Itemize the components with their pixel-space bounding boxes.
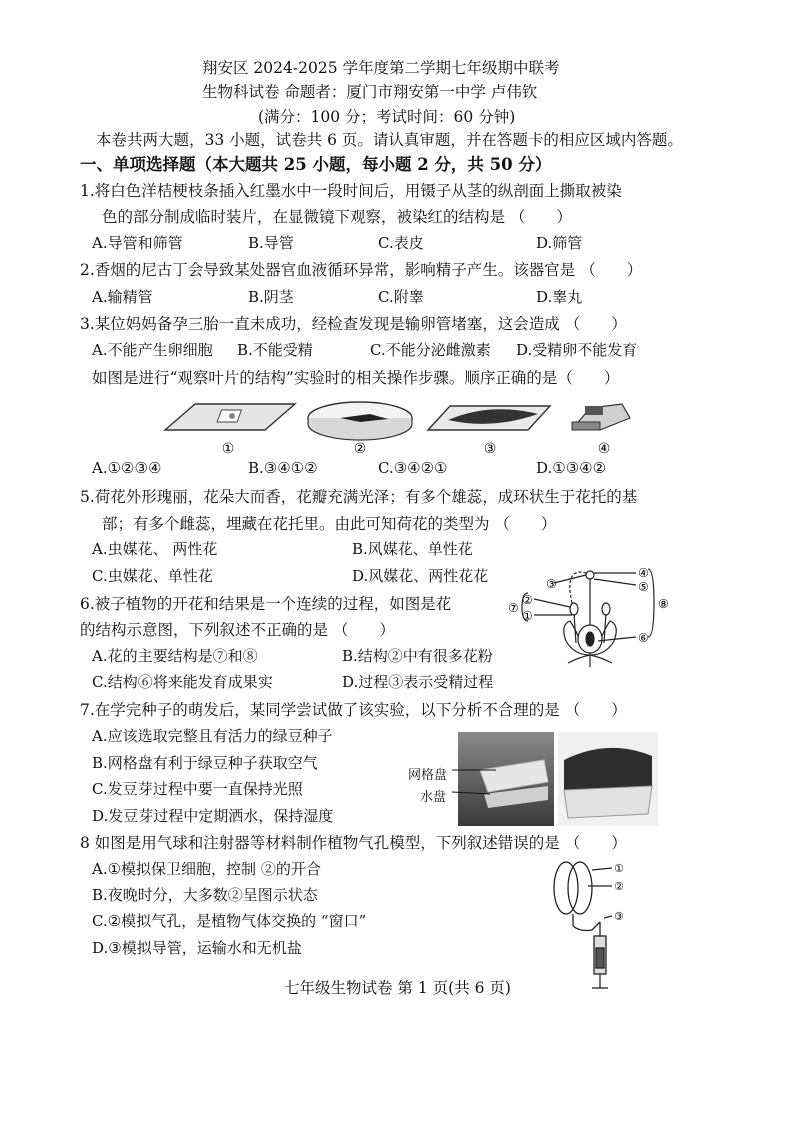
section-heading: 一、单项选择题（本大题共 25 小题，每小题 2 分，共 50 分） bbox=[80, 155, 552, 174]
step1-label: ① bbox=[221, 441, 235, 457]
exam-title: 翔安区 2024-2025 学年度第二学期七年级期中联考 bbox=[202, 59, 560, 77]
step3-leaf-image bbox=[428, 406, 550, 430]
q2-option-a: A.输精管 bbox=[92, 288, 153, 306]
step3-label: ③ bbox=[483, 441, 497, 457]
q8-option-a: A.①模拟保卫细胞，控制 ②的开合 bbox=[92, 860, 321, 878]
q3-option-b: B.不能受精 bbox=[237, 341, 313, 359]
q7-stem: 7.在学完种子的萌发后，某同学尝试做了该实验，以下分析不合理的是 （ ） bbox=[80, 701, 627, 719]
flower-label-8: ⑧ bbox=[658, 597, 669, 611]
step2-petri-dish-image bbox=[308, 402, 412, 440]
q8-option-d: D.③模拟导管，运输水和无机盐 bbox=[92, 939, 302, 957]
q6-stem-line1: 6.被子植物的开花和结果是一个连续的过程，如图是花 bbox=[80, 595, 452, 613]
exam-subtitle: 生物科试卷 命题者：厦门市翔安第一中学 卢伟钦 bbox=[202, 83, 538, 101]
q7-option-c: C.发豆芽过程中要一直保持光照 bbox=[92, 780, 303, 798]
flower-label-2: ② bbox=[522, 593, 533, 607]
q5-stem-line1: 5.荷花外形瑰丽，花朵大而香，花瓣充满光泽；有多个雄蕊，成环状生于花托的基 bbox=[80, 488, 638, 506]
q7-option-b: B.网格盘有利于绿豆种子获取空气 bbox=[92, 754, 318, 772]
flower-label-7: ⑦ bbox=[508, 601, 519, 615]
q1-option-c: C.表皮 bbox=[378, 234, 424, 252]
q5-option-d: D.风媒花、两性花花 bbox=[352, 567, 489, 585]
q1-option-b: B.导管 bbox=[248, 234, 294, 252]
q1-option-a: A.导管和筛管 bbox=[92, 234, 183, 252]
q4-stem: 如图是进行“观察叶片的结构”实验时的相关操作步骤。顺序正确的是（ ） bbox=[92, 369, 620, 387]
q6-option-c: C.结构⑥将来能发育成果实 bbox=[92, 673, 273, 691]
step4-cutting-image bbox=[572, 404, 630, 430]
q3-stem: 3.某位妈妈备孕三胎一直未成功，经检查发现是输卵管堵塞，这会造成 （ ） bbox=[80, 315, 627, 333]
flower-label-1: ① bbox=[522, 609, 533, 623]
q6-option-b: B.结构②中有很多花粉 bbox=[342, 647, 493, 665]
stoma-label-1: ① bbox=[614, 862, 624, 875]
mesh-tray-label: 网格盘 bbox=[408, 768, 448, 783]
q6-option-a: A.花的主要结构是⑦和⑧ bbox=[92, 647, 258, 665]
q7-option-d: D.发豆芽过程中定期洒水，保持湿度 bbox=[92, 807, 334, 825]
q6-stem-line2: 的结构示意图，下列叙述不正确的是 （ ） bbox=[80, 621, 395, 639]
stoma-label-2: ② bbox=[614, 880, 624, 893]
q4-option-a: A.①②③④ bbox=[92, 459, 162, 477]
water-tray-label: 水盘 bbox=[420, 790, 447, 805]
q4-option-d: D.①③④② bbox=[536, 459, 607, 477]
q5-option-a: A.虫媒花、 两性花 bbox=[92, 540, 218, 558]
q3-option-d: D.受精卵不能发育 bbox=[516, 341, 638, 359]
q4-option-b: B.③④①② bbox=[248, 459, 318, 477]
q8-stem: 8 如图是用气球和注射器等材料制作植物气孔模型，下列叙述错误的是 （ ） bbox=[80, 834, 627, 852]
q1-option-d: D.筛管 bbox=[536, 234, 583, 252]
stoma-model-diagram bbox=[540, 856, 630, 996]
q5-option-b: B.风媒花、单性花 bbox=[352, 540, 473, 558]
step1-slide-image bbox=[165, 404, 295, 430]
flower-label-3: ③ bbox=[546, 577, 557, 591]
q2-option-c: C.附睾 bbox=[378, 288, 424, 306]
step4-label: ④ bbox=[597, 441, 611, 457]
page-footer: 七年级生物试卷 第 1 页(共 6 页) bbox=[284, 979, 511, 997]
q2-option-b: B.阴茎 bbox=[248, 288, 294, 306]
q8-option-b: B.夜晚时分，大多数②呈图示状态 bbox=[92, 886, 318, 904]
q5-option-c: C.虫媒花、单性花 bbox=[92, 567, 213, 585]
tray-photo bbox=[458, 732, 554, 826]
step2-label: ② bbox=[353, 441, 367, 457]
stoma-label-3: ③ bbox=[614, 910, 624, 923]
q3-option-c: C.不能分泌雌激素 bbox=[370, 341, 491, 359]
q2-option-d: D.睾丸 bbox=[536, 288, 583, 306]
sprouts-photo bbox=[558, 732, 658, 826]
flower-label-4: ④ bbox=[638, 566, 649, 580]
flower-label-6: ⑥ bbox=[638, 631, 649, 645]
exam-score-time: (满分：100 分；考试时间：60 分钟) bbox=[258, 108, 516, 126]
q1-stem-line1: 1.将白色洋桔梗枝条插入红墨水中一段时间后，用镊子从茎的纵剖面上撕取被染 bbox=[80, 182, 622, 200]
q8-option-c: C.②模拟气孔，是植物气体交换的 “窗口” bbox=[92, 912, 367, 930]
q5-stem-line2: 部；有多个雌蕊，埋藏在花托里。由此可知荷花的类型为 （ ） bbox=[102, 515, 557, 533]
leaf-section-steps-figure bbox=[160, 392, 640, 460]
exam-instruction: 本卷共两大题，33 小题，试卷共 6 页。请认真审题，并在答题卡的相应区域内答题。 bbox=[96, 131, 683, 149]
flower-label-5: ⑤ bbox=[638, 580, 649, 594]
q4-option-c: C.③④②① bbox=[378, 459, 448, 477]
flower-structure-diagram bbox=[508, 563, 680, 669]
q2-stem: 2.香烟的尼古丁会导致某处器官血液循环异常，影响精子产生。该器官是 （ ） bbox=[80, 261, 643, 279]
q7-option-a: A.应该选取完整且有活力的绿豆种子 bbox=[92, 727, 333, 745]
q6-option-d: D.过程③表示受精过程 bbox=[342, 673, 494, 691]
q1-stem-line2: 色的部分制成临时装片，在显微镜下观察，被染红的结构是 （ ） bbox=[102, 208, 572, 226]
q3-option-a: A.不能产生卵细胞 bbox=[92, 341, 213, 359]
